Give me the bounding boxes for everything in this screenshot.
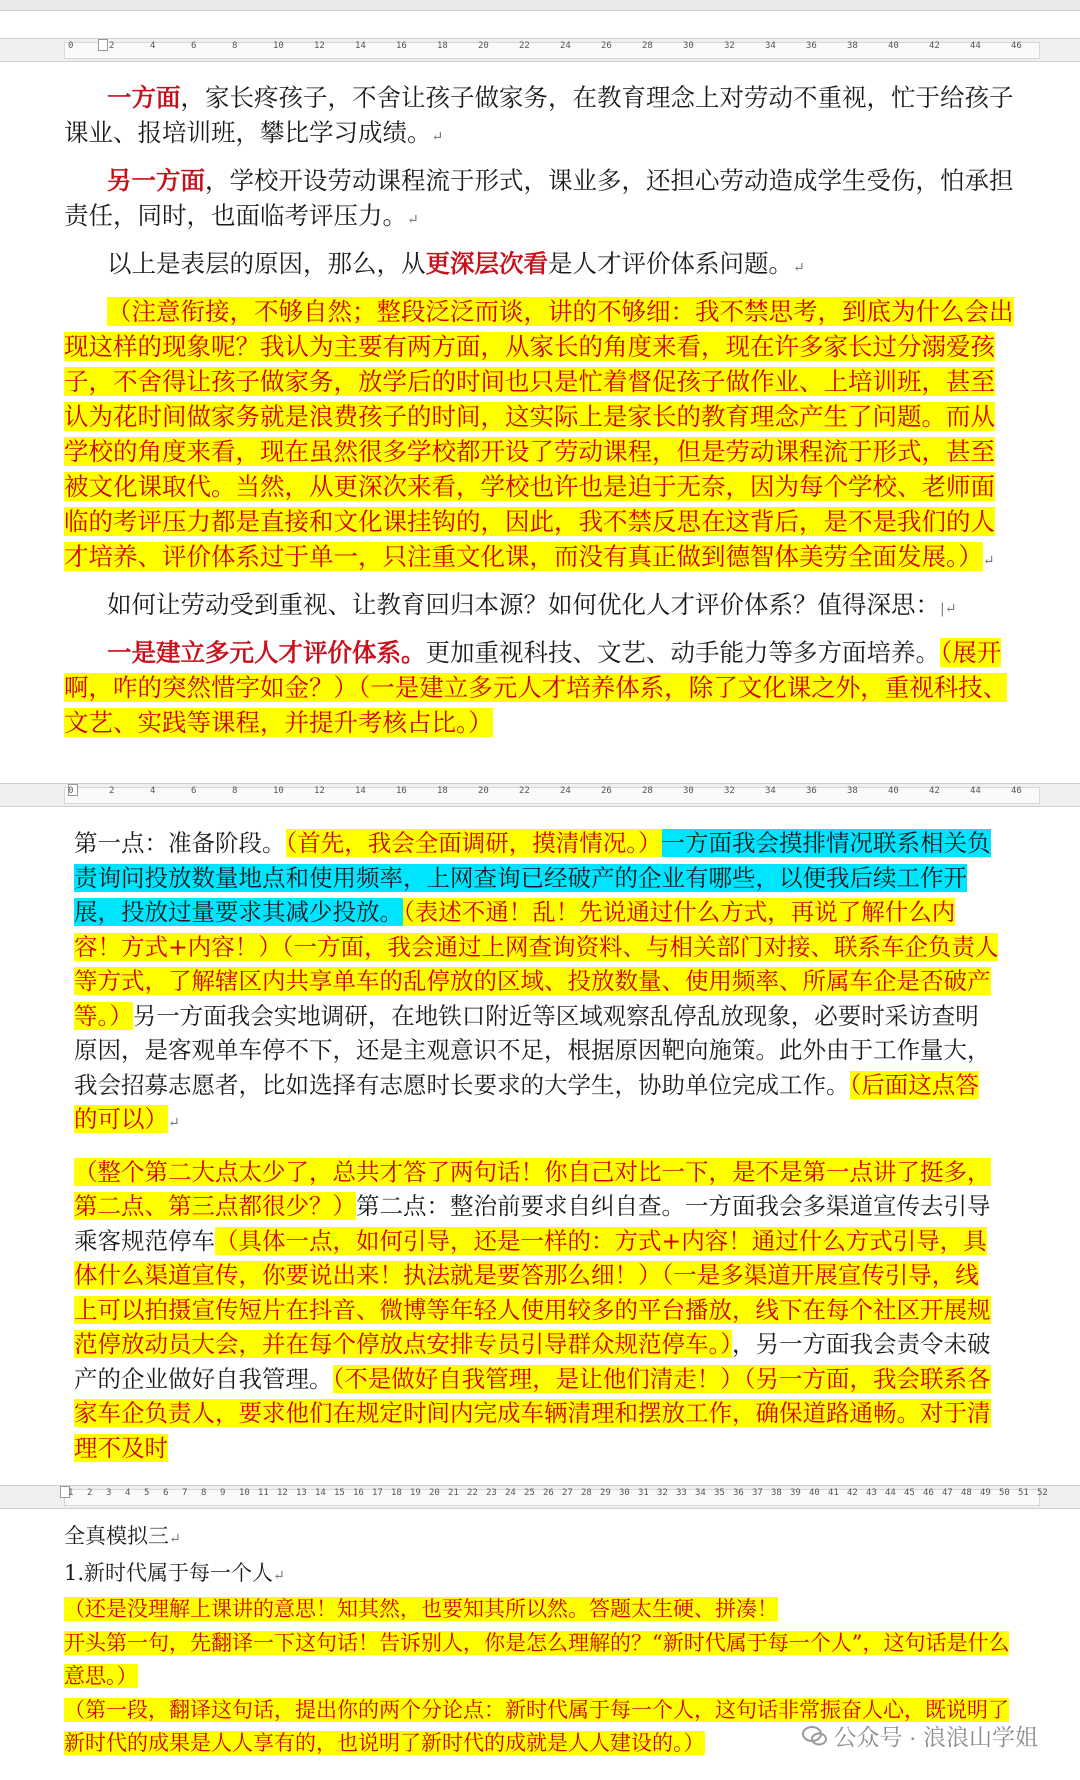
ruler-tick: 51	[1018, 1488, 1029, 1498]
paragraph	[0, 1155, 1080, 1466]
ruler-tick: 24	[560, 786, 571, 796]
ruler-tick: 8	[232, 41, 238, 51]
highlighted-comment: （不是做好自我管理，是让他们清走！）（另一方面，我会联系各家车企负责人，要求他们在规定时间内完成车辆清理和摆放工作，确保道路通畅。对于清理不及时	[74, 1364, 991, 1462]
ruler-tick: 18	[391, 1488, 402, 1498]
ruler-tick: 13	[296, 1488, 307, 1498]
ruler-tick: 24	[560, 41, 571, 51]
ruler-tick: 40	[888, 41, 899, 51]
ruler-tick: 26	[601, 786, 612, 796]
ruler-tick: 42	[929, 786, 940, 796]
ruler-tick: 39	[790, 1488, 801, 1498]
ruler-tick: 12	[314, 41, 325, 51]
ruler-tick: 12	[314, 786, 325, 796]
ruler-tick: 5	[144, 1488, 150, 1498]
ruler-tick: 47	[942, 1488, 953, 1498]
ruler-tick: 0	[68, 41, 74, 51]
highlighted-comment: （具体一点，如何引导，还是一样的：方式+内容！通过什么方式引导，具体什么渠道宣传，你要说出来！执法就是要答那么细！）（一是多渠道开展宣传引导，线上可以拍摄宣传短片在抖音、微博等年轻人使用较多的平台播放，线下在每个社区开展规范停放动员大会，并在每个停放点安排专员引导群众规范停车。）	[74, 1226, 991, 1358]
ruler-bottom[interactable]	[0, 1485, 1080, 1509]
document-page-2	[0, 826, 1080, 1476]
ruler-tick: 32	[724, 786, 735, 796]
ruler-tick: 40	[809, 1488, 820, 1498]
ruler-tick: 12	[277, 1488, 288, 1498]
ruler-tick: 32	[724, 41, 735, 51]
ruler-tick: 4	[125, 1488, 131, 1498]
ruler-middle[interactable]	[0, 783, 1080, 807]
paragraph	[0, 635, 1080, 740]
body-text: 第一点：准备阶段。	[74, 829, 286, 857]
ruler-tick: 34	[695, 1488, 706, 1498]
ruler-tick: 46	[923, 1488, 934, 1498]
ruler-tick: 45	[904, 1488, 915, 1498]
ruler-tick: 30	[683, 786, 694, 796]
ruler-tick: 43	[866, 1488, 877, 1498]
highlighted-comment: （还是没理解上课讲的意思！知其然，也要知其所以然。答题太生硬、拼凑！	[64, 1597, 778, 1621]
ruler-tick: 40	[888, 786, 899, 796]
ruler-tick: 24	[505, 1488, 516, 1498]
highlighted-comment: （后面这点答的可以）	[74, 1070, 979, 1133]
ruler-tick: 4	[150, 41, 156, 51]
highlighted-comment: （注意衔接，不够自然；整段泛泛而谈，讲的不够细：我不禁思考，到底为什么会出现这样的现象呢？我认为主要有两方面，从家长的角度来看，现在许多家长过分溺爱孩子，不舍得让孩子做家务，放学后的时间也只是忙着督促孩子做作业、上培训班，甚至认为花时间做家务就是浪费孩子的时间，这实际上是家长的教育理念产生了问题。而从学校的角度来看，现在虽然很多学校都开设了劳动课程，但是劳动课程流于形式，甚至被文化课取代。当然，从更深次来看，学校也许也是迫于无奈，因为每个学校、老师面临的考评压力都是直接和文化课挂钩的，因此，我不禁反思在这背后，是不是我们的人才培养、评价体系过于单一，只注重文化课，而没有真正做到德智体美劳全面发展。）	[64, 297, 1014, 571]
ruler-tick: 6	[163, 1488, 169, 1498]
paragraph: 另一方面，学校开设劳动课程流于形式，课业多，还担心劳动造成学生受伤，怕承担责任，同时，也面临考评压力。↵	[64, 166, 1014, 230]
highlighted-comment: （首先，我会全面调研，摸清情况。）	[285, 829, 662, 857]
comment-paragraph: （注意衔接，不够自然；整段泛泛而谈，讲的不够细：我不禁思考，到底为什么会出现这样的现象呢？我认为主要有两方面，从家长的角度来看，现在许多家长过分溺爱孩子，不舍得让孩子做家务，放学后的时间也只是忙着督促孩子做作业、上培训班，甚至认为花时间做家务就是浪费孩子的时间，这实际上是家长的教育理念产生了问题。而从学校的角度来看，现在虽然很多学校都开设了劳动课程，但是劳动课程流于形式，甚至被文化课取代。当然，从更深次来看，学校也许也是迫于无奈，因为每个学校、老师面临的考评压力都是直接和文化课挂钩的，因此，我不禁反思在这背后，是不是我们的人才培养、评价体系过于单一，只注重文化课，而没有真正做到德智体美劳全面发展。）↵	[64, 297, 1014, 571]
body-text: 是人才评价体系问题。	[548, 249, 793, 278]
ruler-tick: 33	[676, 1488, 687, 1498]
question-title: 1.新时代属于每一个人↵	[64, 1560, 285, 1585]
ruler-tick: 2	[109, 786, 115, 796]
ruler-tick: 16	[396, 786, 407, 796]
ruler-tick: 28	[642, 786, 653, 796]
ruler-tick: 46	[1011, 786, 1022, 796]
ruler-tick: 0	[68, 786, 74, 796]
ruler-tick: 34	[765, 786, 776, 796]
ruler-tick: 22	[519, 786, 530, 796]
ruler-tick: 34	[765, 41, 776, 51]
title-text: 全真模拟三	[64, 1524, 169, 1548]
indent-marker[interactable]	[98, 39, 108, 51]
ruler-tick: 30	[619, 1488, 630, 1498]
ruler-tick: 10	[273, 41, 284, 51]
body-text: ，另一方面我会责令未破产的企业做好自我管理。	[74, 1330, 991, 1393]
ruler-tick: 36	[806, 41, 817, 51]
ruler-tick: 14	[355, 786, 366, 796]
highlighted-comment: （展开啊，咋的突然惜字如金？）（一是建立多元人才培养体系，除了文化课之外，重视科技、文艺、实践等课程，并提升考核占比。）	[64, 638, 1008, 737]
ruler-tick: 22	[467, 1488, 478, 1498]
ruler-tick: 4	[150, 786, 156, 796]
ruler-tick: 29	[600, 1488, 611, 1498]
section-title: 全真模拟三↵	[64, 1524, 181, 1548]
ruler-tick: 16	[396, 41, 407, 51]
body-text: 第二点：整治前要求自纠自查。一方面我会多渠道宣传去引导乘客规范停车	[74, 1192, 991, 1255]
ruler-tick: 16	[353, 1488, 364, 1498]
ruler-tick: 28	[581, 1488, 592, 1498]
body-text: 更加重视科技、文艺、动手能力等多方面培养。	[425, 638, 940, 667]
ruler-tick: 37	[752, 1488, 763, 1498]
paragraph: 以上是表层的原因，那么，从更深层次看是人才评价体系问题。↵	[107, 249, 805, 278]
emphasis-text: 一方面	[107, 83, 181, 112]
document-page-1	[0, 80, 1080, 780]
paragraph: 一方面，家长疼孩子，不舍让孩子做家务，在教育理念上对劳动不重视，忙于给孩子课业、报培训班，攀比学习成绩。↵	[64, 83, 1014, 147]
emphasis-text: 另一方面	[107, 166, 205, 195]
watermark-text: 公众号 · 浪浪山学姐	[833, 1724, 1038, 1750]
ruler-tick: 44	[885, 1488, 896, 1498]
ruler-tick: 14	[355, 41, 366, 51]
ruler-tick: 8	[232, 786, 238, 796]
ruler-tick: 19	[410, 1488, 421, 1498]
ruler-tick: 14	[315, 1488, 326, 1498]
ruler-tick: 3	[106, 1488, 112, 1498]
ruler-tick: 26	[601, 41, 612, 51]
ruler-tick: 50	[999, 1488, 1010, 1498]
body-text: 以上是表层的原因，那么，从	[107, 249, 426, 278]
ruler-tick: 26	[543, 1488, 554, 1498]
highlighted-comment: （整个第二大点太少了，总共才答了两句话！你自己对比一下，是不是第一点讲了挺多，第二点、第三点都很少？）	[74, 1157, 991, 1220]
comment-line	[0, 1627, 1080, 1694]
ruler-tick: 46	[1011, 41, 1022, 51]
comment-line	[0, 1593, 1080, 1627]
ruler-tick: 38	[771, 1488, 782, 1498]
ruler-tick: 8	[201, 1488, 207, 1498]
ruler-tick: 20	[478, 786, 489, 796]
ruler-tick: 36	[733, 1488, 744, 1498]
ruler-tick: 20	[478, 41, 489, 51]
ruler-tick: 35	[714, 1488, 725, 1498]
ruler-tick: 36	[806, 786, 817, 796]
highlighted-comment: 开头第一句，先翻译一下这句话！告诉别人，你是怎么理解的？“新时代属于每一个人”，这句话是什么意思。）	[64, 1630, 1010, 1688]
ruler-tick: 44	[970, 41, 981, 51]
ruler-tick: 6	[191, 41, 197, 51]
ruler-tick: 7	[182, 1488, 188, 1498]
ruler-top[interactable]	[0, 38, 1080, 62]
ruler-tick: 38	[847, 786, 858, 796]
ruler-tick: 49	[980, 1488, 991, 1498]
ruler-tick: 20	[429, 1488, 440, 1498]
emphasis-text: 更深层次看	[425, 249, 548, 278]
ruler-tick: 22	[519, 41, 530, 51]
ruler-tick: 6	[191, 786, 197, 796]
watermark	[802, 1719, 1038, 1752]
ruler-tick: 52	[1037, 1488, 1048, 1498]
ruler-tick: 38	[847, 41, 858, 51]
ruler-tick: 27	[562, 1488, 573, 1498]
ruler-tick: 42	[847, 1488, 858, 1498]
ruler-tick: 23	[486, 1488, 497, 1498]
ruler-tick: 18	[437, 41, 448, 51]
ruler-tick: 48	[961, 1488, 972, 1498]
ruler-tick: 31	[638, 1488, 649, 1498]
ruler-tick: 30	[683, 41, 694, 51]
paragraph: 如何让劳动受到重视、让教育回归本源？如何优化人才评价体系？值得深思：|↵	[107, 590, 957, 619]
ruler-tick: 11	[258, 1488, 269, 1498]
body-text: 另一方面我会实地调研，在地铁口附近等区域观察乱停乱放现象，必要时采访查明原因，是客观单车停不下，还是主观意识不足，根据原因靶向施策。此外由于工作量大，我会招募志愿者，比如选择有志愿时长要求的大学生，协助单位完成工作。	[74, 1001, 991, 1099]
highlighted-comment: （表述不通！乱！先说通过什么方式，再说了解什么内容！方式+内容！）（一方面，我会通过上网查询资料、与相关部门对接、联系车企负责人等方式，了解辖区内共享单车的乱停放的区域、投放数量、使用频率、所属车企是否破产等。）	[74, 898, 999, 1030]
ruler-tick: 9	[220, 1488, 226, 1498]
wechat-icon	[802, 1723, 828, 1749]
body-text: ，学校开设劳动课程流于形式，课业多，还担心劳动造成学生受伤，怕承担责任，同时，也面临考评压力。	[64, 166, 1014, 230]
paragraph: 第一点：准备阶段。（首先，我会全面调研，摸清情况。）一方面我会摸排情况联系相关负责询问投放数量地点和使用频率，上网查询已经破产的企业有哪些，以便我后续工作开展，投放过量要求其减少投放。（表述不通！乱！先说通过什么方式，再说了解什么内容！方式+内容！）（一方面，我会通过上网查询资料、与相关部门对接、联系车企负责人等方式，了解辖区内共享单车的乱停放的区域、投放数量、使用频率、所属车企是否破产等。）另一方面我会实地调研，在地铁口附近等区域观察乱停乱放现象，必要时采访查明原因，是客观单车停不下，还是主观意识不足，根据原因靶向施策。此外由于工作量大，我会招募志愿者，比如选择有志愿时长要求的大学生，协助单位完成工作。（后面这点答的可以）↵	[74, 829, 999, 1133]
ruler-tick: 28	[642, 41, 653, 51]
ruler-tick: 10	[273, 786, 284, 796]
ruler-tick: 41	[828, 1488, 839, 1498]
ruler-tick: 44	[970, 786, 981, 796]
ruler-tick: 21	[448, 1488, 459, 1498]
body-text: 如何让劳动受到重视、让教育回归本源？如何优化人才评价体系？值得深思：	[107, 590, 940, 619]
highlighted-comment: （第一段，翻译这句话，提出你的两个分论点：新时代属于每一个人，这句话非常振奋人心，既说明了新时代的成果是人人享有的，也说明了新时代的成就是人人建设的。）	[64, 1697, 1009, 1755]
cyan-highlight-text: 一方面我会摸排情况联系相关负责询问投放数量地点和使用频率，上网查询已经破产的企业有哪些，以便我后续工作开展，投放过量要求其减少投放。	[74, 829, 991, 926]
ruler-tick: 2	[109, 41, 115, 51]
ruler-tick: 32	[657, 1488, 668, 1498]
ruler-tick: 15	[334, 1488, 345, 1498]
emphasis-text: 一是建立多元人才评价体系。	[107, 638, 426, 667]
ruler-tick: 1	[68, 1488, 74, 1498]
ruler-tick: 18	[437, 786, 448, 796]
toolbar-strip	[0, 0, 1080, 11]
document-page-3	[0, 1520, 1080, 1780]
ruler-tick: 25	[524, 1488, 535, 1498]
ruler-tick: 2	[87, 1488, 93, 1498]
ruler-tick: 42	[929, 41, 940, 51]
body-text: ，家长疼孩子，不舍让孩子做家务，在教育理念上对劳动不重视，忙于给孩子课业、报培训班，攀比学习成绩。	[64, 83, 1014, 147]
ruler-tick: 17	[372, 1488, 383, 1498]
question-text: 1.新时代属于每一个人	[64, 1560, 274, 1585]
ruler-tick: 10	[239, 1488, 250, 1498]
